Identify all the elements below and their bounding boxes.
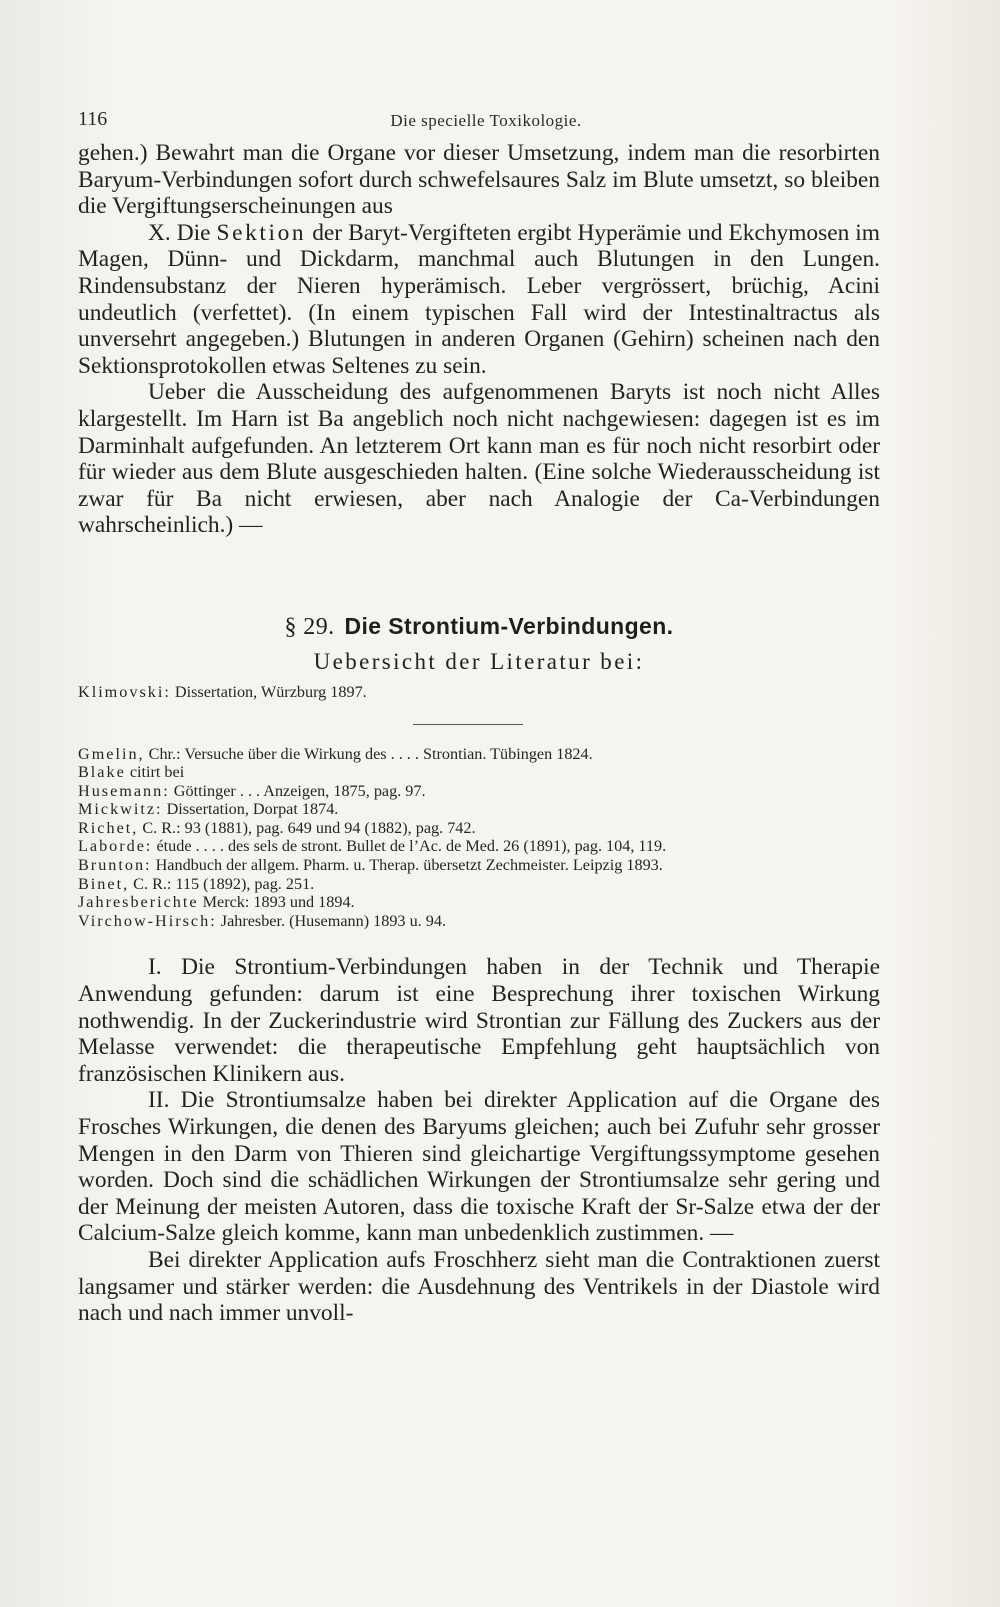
reference-text: étude . . . . des sels de stront. Bullet de l’Ac. de Med. 26 (1891), pag. 104, 119. [152, 837, 667, 856]
reference-entry [78, 683, 880, 702]
reference-text: citirt bei [125, 763, 185, 782]
reference-author: Klimovski: [78, 682, 171, 701]
reference-author: Laborde: [78, 837, 153, 856]
paragraph-ausscheidung: Ueber die Ausscheidung des aufgenommenen Baryts ist noch nicht Alles klargestellt. Im Harn ist Ba angeblich noch nicht nachgewiesen: dagegen ist es im Darminhalt aufgefunden. An letzterem Ort kann man es für noch nicht resorbirt oder für wieder aus dem Blute ausgeschieden halten. (Eine solche Wiederausscheidung ist zwar für Ba nicht erwiesen, aber nach Analogie der Ca-Verbindungen wahrscheinlich.) — [78, 379, 880, 539]
reference-text: Chr.: Versuche über die Wirkung des . . . . Strontian. Tübingen 1824. [144, 744, 593, 763]
reference-entry [78, 893, 880, 912]
section-number: § 29. [284, 613, 335, 640]
reference-text: Jahresber. (Husemann) 1893 u. 94. [216, 911, 446, 930]
paragraph-froschherz: Bei direkter Application aufs Froschherz sieht man die Contraktionen zuerst langsamer und stärker werden: die Ausdehnung des Ventrikels in der Diastole wird nach und nach immer unvoll- [78, 1246, 880, 1327]
reference-author: Brunton: [78, 856, 152, 875]
reference-entry [78, 763, 880, 782]
emphasis-sektion: Sektion [216, 219, 307, 246]
reference-author: Husemann: [78, 781, 170, 800]
reference-text: Dissertation, Dorpat 1874. [162, 800, 339, 819]
reference-entry [78, 782, 880, 801]
reference-entry [78, 745, 880, 764]
reference-entry [78, 837, 880, 856]
page-number: 116 [78, 108, 108, 130]
reference-author: Richet, [78, 818, 139, 837]
reference-divider [413, 724, 523, 725]
reference-author: Mickwitz: [78, 800, 163, 819]
paragraph-strontiumsalze: II. Die Strontiumsalze haben bei direkter Application auf die Organe des Frosches Wirkungen, die denen des Baryums gleichen; auch bei Zufuhr sehr grosser Mengen in den Darm von Thieren sind gleichartige Vergiftungssymptome gesehen worden. Doch sind die schädlichen Wirkungen der Strontiumsalze sehr gering und der Meinung der meisten Autoren, dass die toxische Kraft der Sr-Salze etwa der der Calcium-Salze gleich komme, kann man unbedenklich zustimmen. — [78, 1087, 880, 1247]
reference-entry [78, 800, 880, 819]
reference-entry [78, 856, 880, 875]
reference-text: Göttinger . . . Anzeigen, 1875, pag. 97. [169, 781, 426, 800]
reference-text: Handbuch der allgem. Pharm. u. Therap. übersetzt Zechmeister. Leipzig 1893. [151, 856, 663, 875]
reference-author: Binet, [78, 874, 130, 893]
reference-list [78, 745, 880, 931]
paragraph-continuation: gehen.) Bewahrt man die Organe vor dieser Umsetzung, indem man die resorbirten Baryum-Verbindungen sofort durch schwefelsaures Salz im Blute umsetzt, so bleiben die Vergiftungserscheinungen aus [78, 140, 880, 220]
reference-text: C. R.: 93 (1881), pag. 649 und 94 (1882), pag. 742. [138, 818, 476, 837]
body-text [78, 140, 880, 1327]
reference-author: Virchow-Hirsch: [78, 911, 217, 930]
reference-entry [78, 875, 880, 894]
running-title: Die specielle Toxikologie. [390, 111, 582, 130]
reference-entry [78, 819, 880, 838]
running-header [78, 108, 894, 138]
paragraph-sektion-rest: der Baryt-Vergifteten ergibt Hyperämie und Ekchymosen im Magen, Dünn- und Dickdarm, manchmal auch Blutungen in den Lungen. Rindensubstanz der Nieren hyperämisch. Leber vergrössert, brüchig, Acini undeutlich (verfettet). (In einem typischen Fall wird der Intestinaltractus als unversehrt angegeben.) Blutungen in anderen Organen (Gehirn) scheinen nach den Sektionsprotokollen etwas Seltenes zu sein. [78, 219, 880, 379]
literature-heading: Uebersicht der Literatur bei: [313, 648, 645, 674]
reference-text: Dissertation, Würzburg 1897. [170, 682, 367, 701]
paragraph-sektion [78, 220, 880, 380]
reference-entry [78, 912, 880, 931]
section-heading [78, 612, 880, 641]
paragraph-anwendung: I. Die Strontium-Verbindungen haben in der Technik und Therapie Anwendung gefunden: darum ist eine Besprechung ihrer toxischen Wirkung nothwendig. In der Zuckerindustrie wird Strontian zur Fällung des Zuckers aus der Melasse verwendet: die therapeutische Empfehlung geht hauptsächlich von französischen Klinikern aus. [78, 954, 880, 1087]
reference-author: Jahresberichte [78, 893, 199, 912]
reference-author: Gmelin, [78, 744, 145, 763]
literature-first-ref [78, 683, 880, 702]
reference-author: Blake [78, 763, 126, 782]
reference-text: C. R.: 115 (1892), pag. 251. [129, 874, 315, 893]
paragraph-sektion-lead: X. Die [148, 219, 217, 246]
reference-text: Merck: 1893 und 1894. [198, 893, 355, 912]
section-title: Die Strontium-Verbindungen. [344, 612, 674, 639]
